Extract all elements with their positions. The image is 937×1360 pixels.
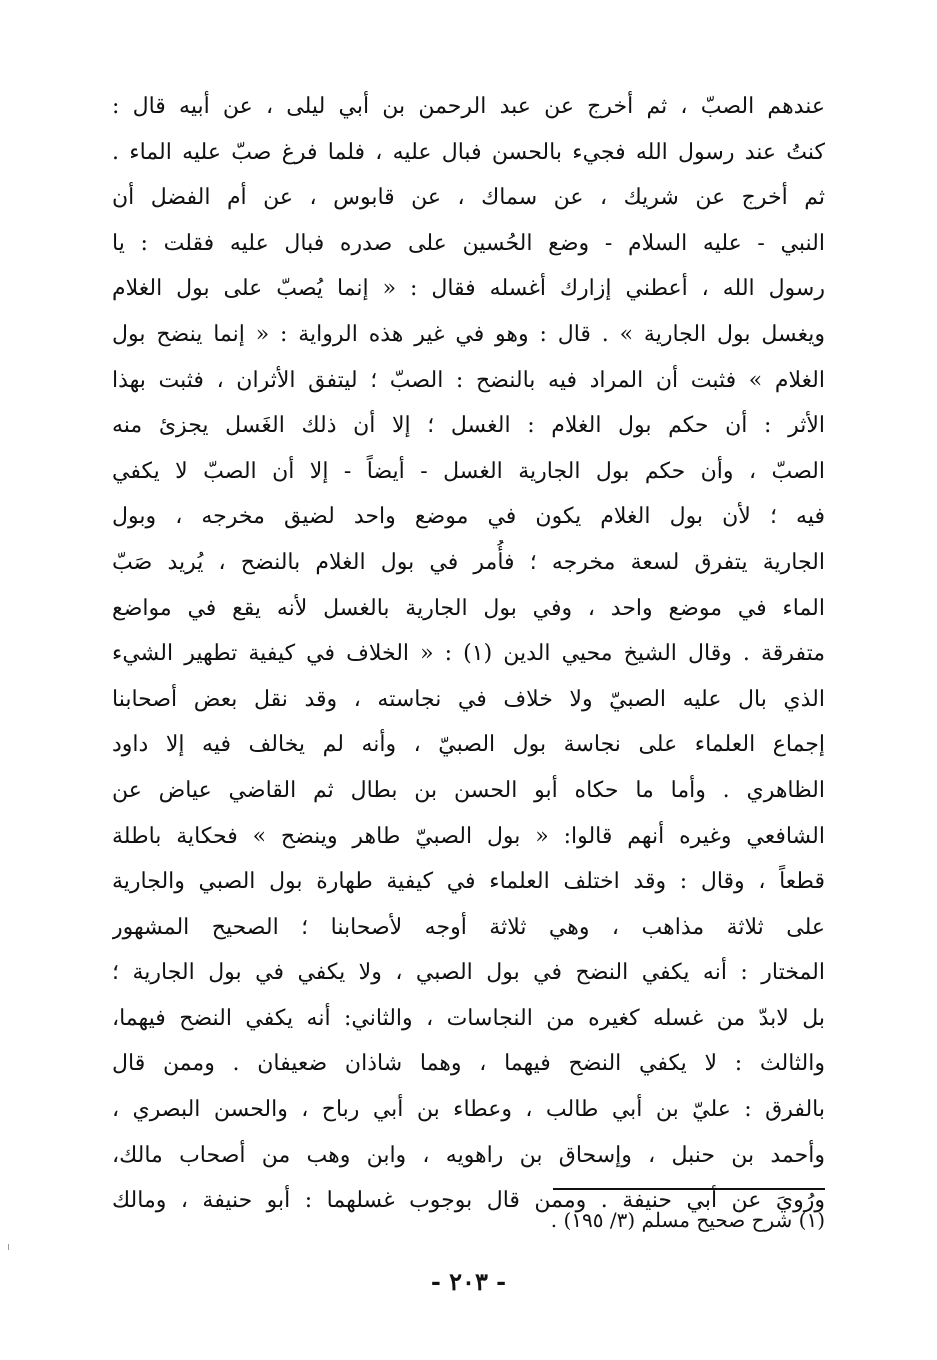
main-text (112, 84, 825, 1224)
text-line: والثالث : لا يكفي النضح فيهما ، وهما شاذان ضعيفان . وممن قال (112, 1051, 825, 1077)
text-line: الجارية يتفرق لسعة مخرجه ؛ فأُمر في بول الغلام بالنضح ، يُريد صَبّ (112, 549, 825, 575)
footnote: (١) شرح صحيح مسلم (٣/ ١٩٥) . (550, 1208, 825, 1232)
text-line: ثم أخرج عن شريك ، عن سماك ، عن قابوس ، عن أم الفضل أن (112, 185, 825, 211)
text-line: إجماع العلماء على نجاسة بول الصبيّ ، وأنه لم يخالف فيه إلا داود (112, 732, 825, 758)
text-line: النبي - عليه السلام - وضع الحُسين على صدره فبال عليه فقلت : يا (112, 230, 825, 256)
text-line: قطعاً ، وقال : وقد اختلف العلماء في كيفية طهارة بول الصبي والجارية (112, 869, 825, 895)
text-line: الذي بال عليه الصبيّ ولا خلاف في نجاسته ، وقد نقل بعض أصحابنا (112, 686, 825, 712)
text-line: الغلام » فثبت أن المراد فيه بالنضح : الصبّ ؛ ليتفق الأثران ، فثبت بهذا (112, 367, 825, 393)
footnote-separator (553, 1188, 825, 1190)
text-line: فيه ؛ لأن بول الغلام يكون في موضع واحد لضيق مخرجه ، وبول (112, 504, 825, 530)
text-line: وأحمد بن حنبل ، وإسحاق بن راهويه ، وابن وهب من أصحاب مالك، (112, 1142, 825, 1168)
text-line: رسول الله ، أعطني إزارك أغسله فقال : « إنما يُصبّ على بول الغلام (112, 276, 825, 302)
text-line: الماء في موضع واحد ، وفي بول الجارية بالغسل لأنه يقع في مواضع (112, 595, 825, 621)
text-line: عندهم الصبّ ، ثم أخرج عن عبد الرحمن بن أبي ليلى ، عن أبيه قال : (112, 94, 825, 119)
text-line: الأثر : أن حكم بول الغلام : الغسل ؛ إلا أن ذلك الغَسل يجزئ منه (112, 413, 825, 439)
text-line: الصبّ ، وأن حكم بول الجارية الغسل - أيضاً - إلا أن الصبّ لا يكفي (112, 458, 825, 484)
text-line: متفرقة . وقال الشيخ محيي الدين (١) : « الخلاف في كيفية تطهير الشيء (112, 641, 825, 667)
text-line: الشافعي وغيره أنهم قالوا: « بول الصبيّ طاهر وينضح » فحكاية باطلة (112, 823, 825, 849)
text-line: كنتُ عند رسول الله فجيء بالحسن فبال عليه ، فلما فرغ صبّ عليه الماء . (112, 139, 825, 165)
text-line: على ثلاثة مذاهب ، وهي ثلاثة أوجه لأصحابنا ؛ الصحيح المشهور (112, 914, 825, 940)
text-line: بالفرق : عليّ بن أبي طالب ، وعطاء بن أبي رباح ، والحسن البصري ، (112, 1097, 825, 1123)
page-number: - ٢٠٣ - (430, 1267, 507, 1296)
text-line: ورُويَ عن أبي حنيفة . وممن قال بوجوب غسلهما : أبو حنيفة ، ومالك (112, 1188, 825, 1214)
text-line: بل لابدّ من غسله كغيره من النجاسات ، والثاني: أنه يكفي النضح فيهما، (112, 1005, 825, 1031)
text-line: ويغسل بول الجارية » . قال : وهو في غير هذه الرواية : « إنما ينضح بول (112, 321, 825, 347)
text-line: الظاهري . وأما ما حكاه أبو الحسن بن بطال ثم القاضي عياض عن (112, 777, 825, 803)
scan-speck (8, 1244, 9, 1250)
text-line: المختار : أنه يكفي النضح في بول الصبي ، ولا يكفي في بول الجارية ؛ (112, 960, 825, 986)
